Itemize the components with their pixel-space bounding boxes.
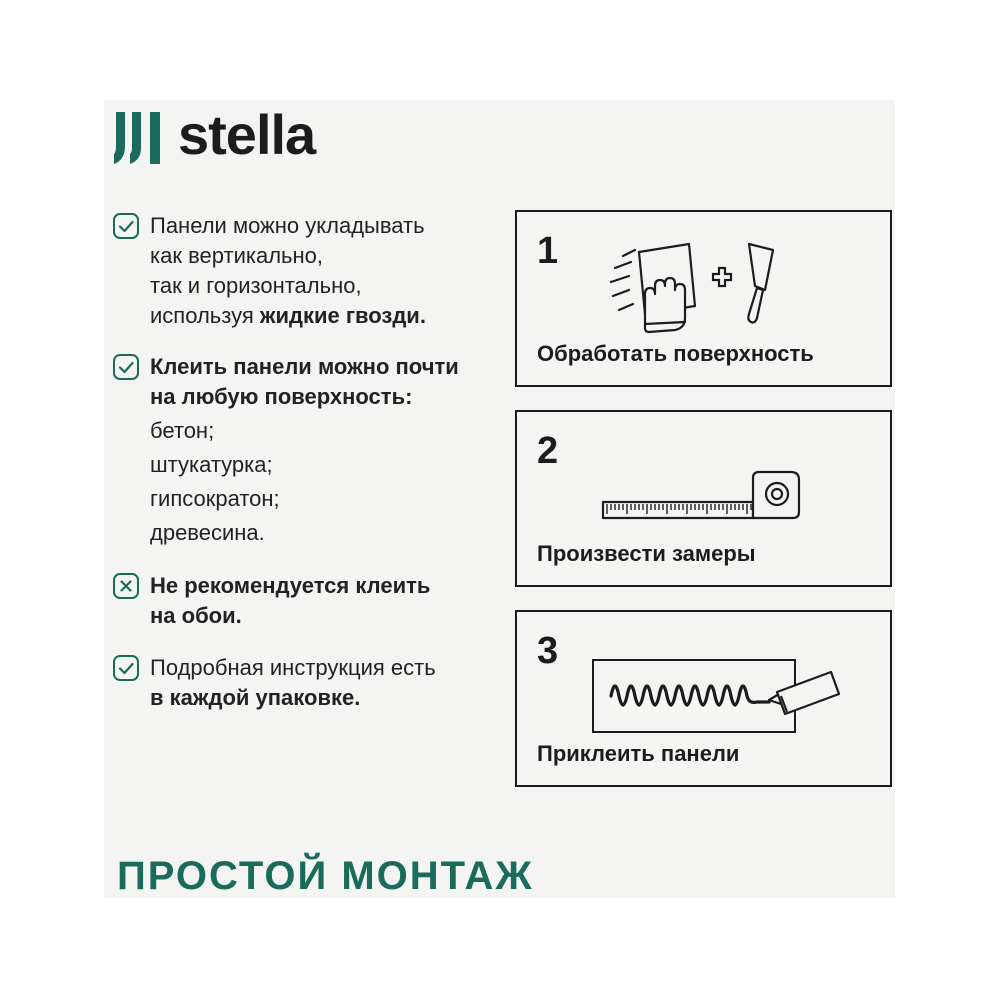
feature-line: Подробная инструкция есть: [150, 655, 436, 680]
feature-text: [150, 653, 510, 713]
brand-name: stella: [178, 103, 316, 166]
material-item: бетон;: [150, 418, 215, 443]
tape-measure-icon: [601, 468, 811, 528]
feature-line: Панели можно укладывать: [150, 213, 425, 238]
check-icon: [113, 655, 139, 681]
feature-text: [150, 211, 510, 331]
step-label: Приклеить панели: [537, 741, 740, 766]
feature-text: [150, 571, 510, 631]
step-card-2: [515, 410, 892, 587]
step-number: 3: [537, 630, 559, 672]
feature-line: в каждой упаковке.: [150, 685, 361, 710]
step-card-1: [515, 210, 892, 387]
plus-icon: [713, 268, 731, 286]
step-number: 2: [537, 430, 559, 472]
cross-icon: [113, 573, 139, 599]
spatula-icon: [748, 244, 773, 323]
step-label: Обработать поверхность: [537, 341, 814, 366]
headline: ПРОСТОЙ МОНТАЖ: [117, 854, 534, 898]
feature-line: используя жидкие гвозди.: [150, 303, 426, 328]
feature-line: на обои.: [150, 603, 242, 628]
surface-prep-illustration: [597, 238, 797, 338]
step-card-3: [515, 610, 892, 787]
stella-stripes-logo-icon: [114, 112, 166, 164]
feature-line: Клеить панели можно почти: [150, 354, 459, 379]
feature-line: Не рекомендуется клеить: [150, 573, 431, 598]
check-icon: [113, 354, 139, 380]
feature-text: [150, 352, 510, 550]
feature-line: как вертикально,: [150, 243, 324, 268]
step-number: 1: [537, 230, 559, 272]
material-item: штукатурка;: [150, 452, 273, 477]
feature-emphasis: жидкие гвозди.: [259, 303, 426, 328]
hand-cloth-icon: [611, 244, 695, 332]
adhesive-tube-icon: [591, 656, 851, 736]
check-icon: [113, 213, 139, 239]
material-item: древесина.: [150, 520, 265, 545]
feature-line: на любую поверхность:: [150, 384, 413, 409]
step-label: Произвести замеры: [537, 541, 756, 566]
feature-line: так и горизонтально,: [150, 273, 362, 298]
material-item: гипсократон;: [150, 486, 280, 511]
